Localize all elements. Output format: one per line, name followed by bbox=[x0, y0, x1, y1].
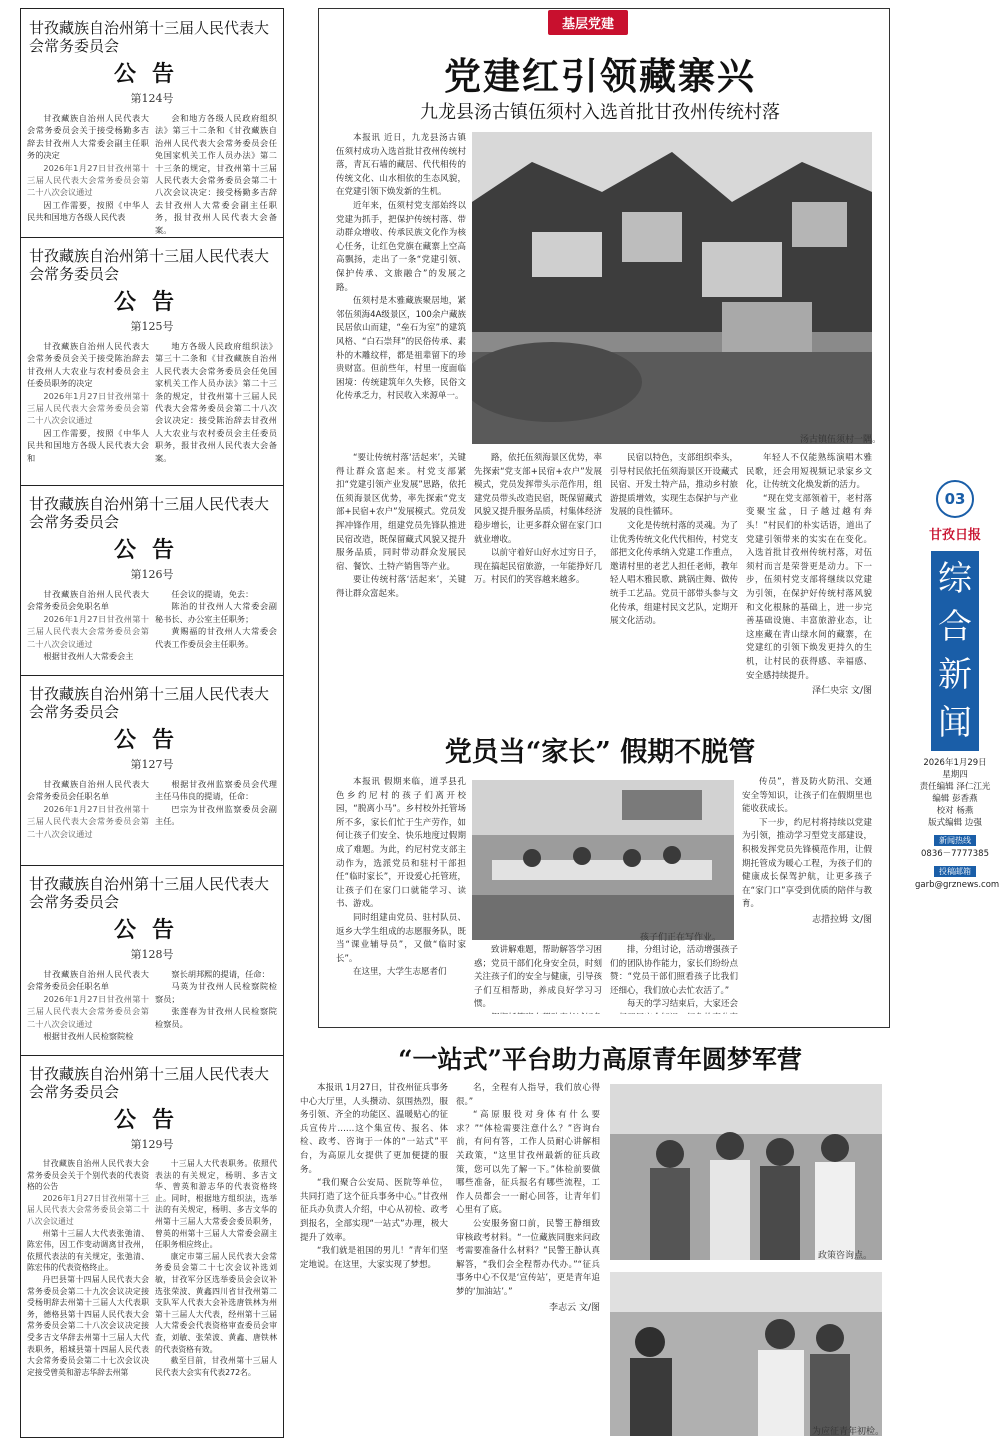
notice-header: 甘孜藏族自治州第十三届人民代表大会常务委员会 bbox=[29, 19, 270, 55]
notice-title: 公告 bbox=[113, 917, 190, 943]
notice-title: 公告 bbox=[113, 1107, 190, 1133]
notice-number: 第128号 bbox=[130, 948, 174, 961]
paragraph: “高原服役对身体有什么要求？”“体检需要注意什么？”咨询台前，有问有答，工作人员耐心讲解相关政策，“这里甘孜州最新的征兵政策，您可以先了解一下。”体检前要做哪些准备，征兵报名有哪些流程，工作人员都会一一耐心回答，让青年们心里有了底。 bbox=[456, 1110, 600, 1216]
notice-128 bbox=[21, 865, 283, 1056]
section-tag: 基层党建 bbox=[548, 10, 628, 35]
notice-header: 甘孜藏族自治州第十三届人民代表大会常务委员会 bbox=[29, 685, 270, 721]
paragraph: 排，分组讨论，活动增强孩子们的团队协作能力，家长们纷纷点赞：“党员干部们照看孩子比我们还细心，我们放心去忙农活了。” bbox=[610, 945, 738, 996]
notice-title: 公告 bbox=[113, 61, 190, 87]
byline: 泽仁央宗 文/图 bbox=[812, 686, 872, 697]
notice-text: 根据甘孜州监察委员会代理主任马伟良的提请，任命： bbox=[155, 779, 277, 802]
article1-col-e bbox=[746, 452, 872, 710]
paragraph: 要让传统村落‘活起来’，关键得让群众富起来。 bbox=[336, 575, 466, 599]
paragraph: 本报讯 1月27日，甘孜州征兵事务中心大厅里，人头攒动、氛围热烈，服务引领、齐全的功能区、温暖贴心的征兵宣传片……这个集宣传、报名、体检、政考、咨询于一体的“一站式”平台，为高原儿女提供了更加便捷的服务。 bbox=[300, 1083, 448, 1175]
paragraph: 本报讯 近日，九龙县汤古镇伍须村成功入选首批甘孜州传统村落，青瓦石墙的藏居、代代相传的传统文化、山水相依的生态风貌，在党建引领下焕发新的生机。 bbox=[336, 133, 466, 198]
issue-date: 2026年1月29日 bbox=[923, 758, 987, 768]
notice-number: 第125号 bbox=[130, 320, 174, 333]
article2-col-d bbox=[742, 776, 872, 1014]
paragraph: 伍须村是木雅藏族聚居地，紧邻伍须海4A级景区，100余户藏族民居依山而建，“垒石为室”的建筑风格、“白石崇拜”的民俗传承、素朴的木雕纹样，都是祖辈留下的珍贵财富。但前些年，村里一度面临困境：传统建筑年久失修，民俗文化传承乏力，村民收入来源单一。 bbox=[336, 296, 466, 402]
paragraph: 本报讯 假期来临，道孚县孔色乡约尼村的孩子们离开校园，“脱离小马”。乡村校外托管场所不多，家长们忙于生产劳作，如何让孩子们安全、快乐地度过假期成了难题。为此，约尼村党支部主动作为，选派党员和驻村干部担任“临时家长”，开设爱心托管班，让孩子们在家门口就能学习、读书、游戏。 bbox=[336, 777, 466, 910]
notice-text: 康定市第三届人民代表大会常务委员会第二十七次会议补选刘敏，甘孜军分区选举委员会会议补选张荣波、黄鑫四川省甘孜州第二支队军人代表大会补选唐铁林为州第十三届人大代表，经州第十三届人大常委会代表资格审查委员会审查，刘敏、张荣波、黄鑫、唐铁林的代表资格有效。 bbox=[155, 1251, 277, 1354]
section-char: 合 bbox=[938, 607, 972, 647]
notice-text: 任会议的提请，免去： bbox=[171, 589, 254, 599]
paragraph: 以前守着好山好水过穷日子，现在搞起民宿旅游，一年能挣好几万。村民们的笑容越来越多。 bbox=[474, 548, 602, 586]
notice-date: 2026年1月27日甘孜州第十三届人民代表大会常务委员会第二十八次会议通过 bbox=[27, 390, 149, 426]
notice-header: 甘孜藏族自治州第十三届人民代表大会常务委员会 bbox=[29, 875, 270, 911]
article3-col-b bbox=[456, 1082, 600, 1432]
notice-number: 第124号 bbox=[130, 92, 174, 105]
article1-col-d bbox=[610, 452, 738, 710]
article1-col-b bbox=[336, 452, 466, 710]
photo-caption: 政策咨询点。 bbox=[818, 1251, 873, 1261]
notice-title: 公告 bbox=[113, 727, 190, 753]
notice-number: 第127号 bbox=[130, 758, 174, 771]
article1-col-c bbox=[474, 452, 602, 710]
photo-caption: 汤古镇伍须村一隅。 bbox=[800, 435, 882, 445]
editor: 责任编辑 泽仁江光 bbox=[919, 782, 991, 792]
notice-date: 2026年1月27日甘孜州第十三届人民代表大会常务委员会第二十八次会议通过 bbox=[27, 1193, 149, 1226]
notice-text: 巴宗为甘孜州监察委员会副主任。 bbox=[155, 803, 277, 827]
hotline-label: 新闻热线 bbox=[934, 835, 976, 846]
email-label: 投稿邮箱 bbox=[934, 866, 976, 877]
paragraph: 年轻人不仅能熟练演唱木雅民歌，还会用短视频记录家乡文化，让传统文化焕发新的活力。 bbox=[746, 453, 872, 491]
notice-125 bbox=[21, 237, 283, 486]
article3-col-a bbox=[300, 1082, 448, 1432]
article2-col-b bbox=[474, 944, 602, 1014]
notice-text: 因工作需要，按照《中华人民共和国地方各级人民代表 bbox=[27, 199, 149, 223]
notice-text: 截至目前，甘孜州第十三届人民代表大会实有代表272名。 bbox=[155, 1356, 277, 1377]
notice-text: 根据甘孜州人大常委会主 bbox=[43, 651, 134, 662]
paragraph: 同时组建由党员、驻村队员、返乡大学生组成的志愿服务队，既当“课业辅导员”，又做“临时家长”。 bbox=[336, 912, 466, 964]
paragraph: “要让传统村落‘活起来’，关键得让群众富起来。村党支部紧扣“党建引领产业发展”思路，依托伍须海景区优势，率先探索“党支部+民宿+农户”发展模式。党员发挥冲锋作用，组建党员先锋队推进民宿改造，既保留藏式风貌又提升服务品质，同时带动群众发展民宿、餐饮、土特产销售等产业。 bbox=[336, 453, 466, 572]
notice-title: 公告 bbox=[113, 289, 190, 315]
notice-header: 甘孜藏族自治州第十三届人民代表大会常务委员会 bbox=[29, 495, 270, 531]
article2-title: 党员当“家长” 假期不脱管 bbox=[444, 737, 756, 768]
paragraph: “我们聚合公安局、医院等单位，共同打造了这个征兵事务中心。”甘孜州征兵办负责人介绍，中心从初检、政考到报名，全部实现“一站式”办理，极大提升了效率。 bbox=[300, 1178, 448, 1243]
section-char: 闻 bbox=[938, 703, 972, 743]
notice-text: 察长胡邦熙的提请，任命： bbox=[171, 969, 270, 979]
notice-127 bbox=[21, 675, 283, 866]
weekday: 星期四 bbox=[942, 770, 968, 780]
notice-number: 第129号 bbox=[130, 1138, 174, 1151]
notice-text: 甘孜藏族自治州人民代表大会常务委员会关于接受杨勤多吉辞去甘孜州人大常委会副主任职务的决定 bbox=[27, 113, 149, 161]
notice-title: 公告 bbox=[113, 537, 190, 563]
paragraph bbox=[474, 1012, 602, 1014]
page-sidebar bbox=[915, 480, 1000, 891]
article1-subtitle: 九龙县汤古镇伍须村入选首批甘孜州传统村落 bbox=[420, 102, 780, 123]
section-char: 新 bbox=[938, 655, 972, 695]
byline: 志措拉姆 文/图 bbox=[812, 914, 872, 925]
paragraph: 在这里，大学生志愿者们 bbox=[353, 967, 447, 978]
article2-col-a bbox=[336, 776, 466, 1012]
paragraph: “现在党支部领着干，老村落变聚宝盆，日子越过越有奔头！”村民们的朴实话语，道出了党建引领带来的实实在在变化。入选首批甘孜州传统村落，对伍须村而言是荣誉更是动力。下一步，伍须村党支部将继续以党建为引领，在保护好传统村落风貌和文化根脉的基础上，进一步完善基础设施、丰富旅游业态，让这座藏在青山绿水间的藏寨，在党建红的引领下焕发更持久的生机，让村民的获得感、幸福感、安全感持续提升。 bbox=[746, 493, 872, 681]
notice-text: 地方各级人民政府组织法》第三十二条和《甘孜藏族自治州人民代表大会常务委员会任免国家机关工作人员办法》第二十三条的规定，甘孜州第十三届人民代表大会常务委员会第二十八次会议决定：接受陈治辞去甘孜州人大农业与农村委员会主任委员职务，报甘孜州人民代表大会备案。 bbox=[155, 341, 277, 463]
notice-text: 马英为甘孜州人民检察院检察员； bbox=[155, 981, 277, 1004]
notice-date: 2026年1月27日甘孜州第十三届人民代表大会常务委员会第二十八次会议通过 bbox=[27, 803, 149, 839]
newspaper-logo: 甘孜日报 bbox=[928, 528, 981, 543]
notice-text: 因工作需要，按照《中华人民共和国地方各级人民代表大会和 bbox=[27, 427, 149, 463]
notice-date: 2026年1月27日甘孜州第十三届人民代表大会常务委员会第二十八次会议通过 bbox=[27, 162, 149, 198]
notice-text: 甘孜藏族自治州人民代表大会常务委员会免职名单 bbox=[27, 589, 149, 612]
notice-text: 甘孜藏族自治州人民代表大会常务委员会关于个别代表的代表资格的公告 bbox=[27, 1159, 149, 1192]
notice-text: 州第十三届人大代表张弛清、陈宏伟，因工作变动调离甘孜州，依照代表法的有关规定，张弛清、陈宏伟的代表资格终止。 bbox=[27, 1228, 149, 1273]
notice-124 bbox=[21, 9, 283, 238]
notice-text: 甘孜藏族自治州人民代表大会常务委员会任职名单 bbox=[27, 779, 149, 802]
paragraph: 名，全程有人指导，我们放心得很。” bbox=[456, 1083, 600, 1107]
notice-date: 2026年1月27日甘孜州第十三届人民代表大会常务委员会第二十八次会议通过 bbox=[27, 993, 149, 1029]
notice-text: 丹巴县第十四届人民代表大会常务委员会第二十九次会议决定接受杨明辞去州第十三届人大代表职务，德格县第十四届人民代表大会常务委员会第二十八次会议决定接受多吉文华辞去州第十三届人大代表职务，稻城县第十四届人民代表大会常务委员会第二十七次会议决定接受曾英和游志华辞去州第 bbox=[27, 1274, 149, 1377]
notice-text: 根据甘孜州人民检察院检 bbox=[43, 1031, 134, 1042]
layout-editor: 版式编辑 边强 bbox=[928, 818, 982, 828]
paragraph: “我们就是祖国的男儿！”青年们坚定地说。在这里，大家实现了梦想。 bbox=[300, 1246, 448, 1270]
notice-text: 会和地方各级人民政府组织法》第三十二条和《甘孜藏族自治州人民代表大会常务委员会任免国家机关工作人员办法》第二十三条的规定，甘孜州第十三届人民代表大会常务委员会第二十八次会议决定：接受杨勤多吉辞去甘孜州人大常委会副主任职务，报甘孜州人民代表大会备案。 bbox=[155, 113, 277, 235]
notice-text: 陈治的甘孜州人大常委会副秘书长、办公室主任职务； bbox=[155, 601, 277, 624]
article1-col-a bbox=[336, 132, 466, 452]
hotline-number: 0836－7777385 bbox=[921, 849, 989, 859]
village-photo bbox=[472, 132, 872, 444]
paragraph: 民宿以特色，支部组织牵头，引导村民依托伍须海景区开设藏式民宿、开发土特产品，推动乡村旅游提质增效，实现生态保护与产业发展的良性循环。 bbox=[610, 453, 738, 518]
consultation-photo bbox=[610, 1084, 882, 1260]
notice-text: 黄赐福的甘孜州人大常委会代表工作委员会主任职务。 bbox=[155, 626, 277, 649]
notice-text: 甘孜藏族自治州人民代表大会常务委员会关于接受陈治辞去甘孜州人大农业与农村委员会主任委员职务的决定 bbox=[27, 341, 149, 389]
paragraph: 文化是传统村落的灵魂。为了让优秀传统文化代代相传，村党支部把文化传承纳入党建工作重点，邀请村里的老艺人担任老师，教年轻人唱木雅民歌、跳锅庄舞、做传统手工艺品。党员干部带头参与文化传承，组建村民文艺队，定期开展文化活动。 bbox=[610, 520, 738, 627]
notice-column bbox=[20, 8, 284, 1438]
medical-check-photo bbox=[610, 1272, 885, 1437]
notice-text: 张莲春为甘孜州人民检察院检察员。 bbox=[155, 1006, 277, 1029]
article3-title: “一站式”平台助力高原青年圆梦军营 bbox=[398, 1045, 802, 1074]
photo-caption: 为应征青年初检。 bbox=[812, 1427, 885, 1437]
paragraph: 下一步，约尼村将持续以党建为引领，推动学习型党支部建设，积极发挥党员先锋模范作用，让假期托管成为暖心工程，为孩子们的健康成长保驾护航，让更多孩子在“家门口”享受到优质的陪伴与教育。 bbox=[742, 817, 872, 910]
section-char: 综 bbox=[938, 559, 972, 599]
notice-129 bbox=[21, 1055, 283, 1437]
page-number: 03 bbox=[936, 480, 974, 518]
editor: 编辑 彭香燕 bbox=[932, 794, 978, 804]
notice-126 bbox=[21, 485, 283, 676]
article2-col-c bbox=[610, 944, 738, 1014]
paragraph: 近年来，伍须村党支部始终以党建为抓手，把保护传统村落、带动群众增收、传承民族文化作为核心任务，让红色党旗在藏寨上空高高飘扬，走出了一条“党建引领、保护传承、文旅融合”的发展之路。 bbox=[336, 200, 466, 293]
notice-text: 十三届人大代表职务。依照代表法的有关规定，杨明、多吉文华、曾英和游志华的代表资格终止。同时，根据地方组织法，选举法的有关规定，杨明、多吉文华的州第十三届人大常委会委员职务，曾英的州第十三届人大常委会副主任职务相应终止。 bbox=[155, 1159, 277, 1250]
photo-caption: 孩子们正在写作业。 bbox=[640, 933, 722, 943]
notice-header: 甘孜藏族自治州第十三届人民代表大会常务委员会 bbox=[29, 1065, 270, 1101]
proofreader: 校对 杨燕 bbox=[936, 806, 974, 816]
notice-header: 甘孜藏族自治州第十三届人民代表大会常务委员会 bbox=[29, 247, 270, 283]
notice-text: 甘孜藏族自治州人民代表大会常务委员会任职名单 bbox=[27, 969, 149, 992]
article1-title: 党建红引领藏寨兴 bbox=[444, 54, 756, 98]
paragraph: 公安服务窗口前，民警王静细致审核政考材料。“一位藏族同胞来问政考需要准备什么材料？”民警王静认真解答，“我们会全程帮办代办。”“征兵事务中心不仅是‘宣传站’，更是青年追梦的‘加油站’。” bbox=[456, 1218, 600, 1297]
paragraph: 传员”，普及防火防汛、交通安全等知识，让孩子们在假期里也能收获成长。 bbox=[742, 777, 872, 815]
classroom-photo bbox=[472, 780, 734, 940]
byline: 李志云 文/图 bbox=[549, 1302, 600, 1313]
notice-date: 2026年1月27日甘孜州第十三届人民代表大会常务委员会第二十八次会议通过 bbox=[27, 613, 149, 649]
section-name bbox=[931, 551, 979, 751]
paragraph: 致讲解难题，帮助解答学习困惑；党员干部们化身安全员，时刻关注孩子们的安全与健康，引导孩子们互相帮助，养成良好学习习惯。 bbox=[474, 945, 602, 1010]
paragraph: 每天的学习结束后，大家还会 bbox=[627, 999, 738, 1010]
email-address: garb@grznews.com bbox=[915, 880, 1000, 890]
notice-number: 第126号 bbox=[130, 568, 174, 581]
paragraph: 路，依托伍须海景区优势，率先探索“党支部+民宿+农户”发展模式，党员发挥带头示范作用，组建党员带头改造民宿，既保留藏式风貌又提升服务品质，村集体经济稳步增长，让更多群众留在家门口就业增收。 bbox=[474, 453, 602, 545]
